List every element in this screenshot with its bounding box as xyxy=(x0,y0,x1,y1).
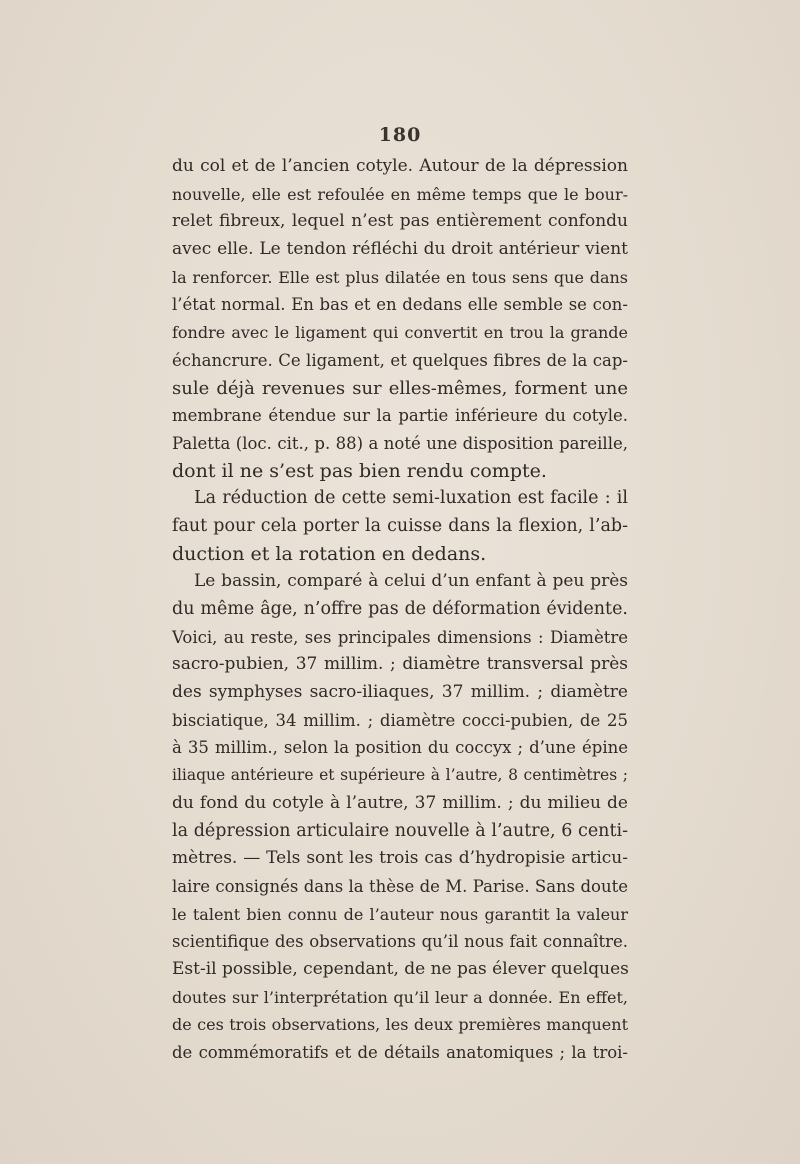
text-line: dont il ne s’est pas bien rendu compte. xyxy=(172,459,547,482)
text-line: Est-il possible, cependant, de ne pas élever quelques xyxy=(172,958,629,979)
text-line: duction et la rotation en dedans. xyxy=(172,542,487,565)
text-line: relet fibreux, lequel n’est pas entièrement confondu xyxy=(172,211,628,232)
text-line: laire consignés dans la thèse de M. Parise. Sans doute xyxy=(172,876,628,896)
text-line: du même âge, n’offre pas de déformation évidente. xyxy=(172,599,628,619)
text-line: iliaque antérieure et supérieure à l’autre, 8 centimètres ; xyxy=(172,766,628,785)
text-line: fondre avec le ligament qui convertit en trou la grande xyxy=(172,323,628,343)
text-line: de commémoratifs et de détails anatomiques ; la troi- xyxy=(172,1043,628,1062)
text-line: membrane étendue sur la partie inférieure du cotyle. xyxy=(172,406,628,426)
body-text xyxy=(172,153,628,1067)
text-line: avec elle. Le tendon réfléchi du droit antérieur vient xyxy=(172,239,628,260)
text-line: Paletta (loc. cit., p. 88) a noté une disposition pareille, xyxy=(172,433,628,453)
text-line: scientifique des observations qu’il nous fait connaître. xyxy=(172,932,628,952)
text-line: Voici, au reste, ses principales dimensions : Diamètre xyxy=(172,627,628,647)
text-line: la renforcer. Elle est plus dilatée en tous sens que dans xyxy=(172,267,628,287)
text-line: doutes sur l’interprétation qu’il leur a donnée. En effet, xyxy=(172,987,628,1007)
text-line: nouvelle, elle est refoulée en même temps que le bour- xyxy=(172,184,628,204)
text-line: mètres. — Tels sont les trois cas d’hydropisie articu- xyxy=(172,848,628,869)
text-line: sule déjà revenues sur elles-mêmes, forment une xyxy=(172,377,628,399)
text-line: du fond du cotyle à l’autre, 37 millim. ; du milieu de xyxy=(172,792,628,813)
text-line: sacro-pubien, 37 millim. ; diamètre transversal près xyxy=(172,654,628,675)
text-line: du col et de l’ancien cotyle. Autour de la dépression xyxy=(172,156,628,176)
text-line: de ces trois observations, les deux premières manquent xyxy=(172,1015,628,1035)
text-line: des symphyses sacro-iliaques, 37 millim. ; diamètre xyxy=(172,682,628,703)
text-line: à 35 millim., selon la position du coccyx ; d’une épine xyxy=(172,738,628,758)
text-line: La réduction de cette semi-luxation est facile : il xyxy=(194,488,628,509)
text-line: Le bassin, comparé à celui d’un enfant à peu près xyxy=(194,571,628,592)
text-line: la dépression articulaire nouvelle à l’autre, 6 centi- xyxy=(172,820,628,841)
text-line: échancrure. Ce ligament, et quelques fibres de la cap- xyxy=(172,350,628,370)
text-line: l’état normal. En bas et en dedans elle semble se con- xyxy=(172,295,628,315)
page-number: 180 xyxy=(378,124,422,146)
text-line: le talent bien connu de l’auteur nous garantit la valeur xyxy=(172,904,628,924)
text-line: bisciatique, 34 millim. ; diamètre cocci-pubien, de 25 xyxy=(172,710,628,730)
text-line: faut pour cela porter la cuisse dans la flexion, l’ab- xyxy=(172,515,628,536)
